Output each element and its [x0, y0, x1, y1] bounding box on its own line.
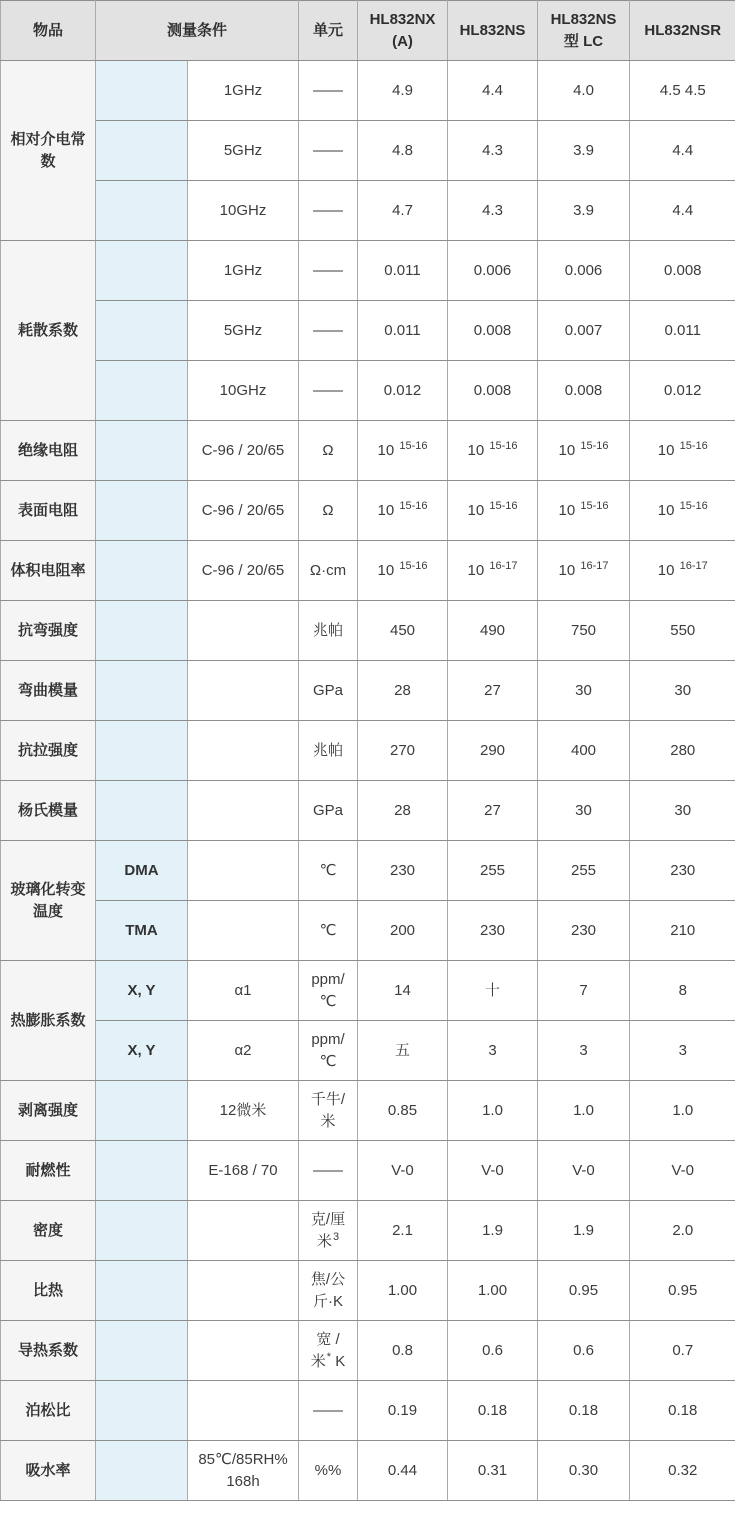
cell-value: 0.006 — [448, 241, 538, 301]
cell-text: 10 — [377, 501, 399, 519]
cell-blue: X, Y — [96, 961, 188, 1021]
cell-unit: —— — [299, 241, 358, 301]
cell-text: 10 — [558, 561, 580, 579]
cell-value: 0.011 — [358, 241, 448, 301]
cell-value: 400 — [538, 721, 630, 781]
table-row — [1, 721, 735, 781]
cell-value: 0.6 — [448, 1321, 538, 1381]
cell-label: 泊松比 — [1, 1381, 96, 1441]
cell-cond: C-96 / 20/65 — [188, 481, 299, 541]
column-header: HL832NS 型 LC — [538, 1, 630, 61]
table-row — [1, 61, 735, 121]
cell-cond: α1 — [188, 961, 299, 1021]
cell-unit: GPa — [299, 781, 358, 841]
cell-unit — [299, 1021, 358, 1081]
cell-value: 30 — [630, 781, 735, 841]
cell-text: 10 — [558, 441, 580, 459]
superscript-text: 15-16 — [399, 439, 428, 452]
cell-value — [538, 541, 630, 601]
cell-value — [358, 541, 448, 601]
cell-value: 7 — [538, 961, 630, 1021]
cell-value: 4.3 — [448, 181, 538, 241]
cell-value: 3.9 — [538, 121, 630, 181]
cell-value: 28 — [358, 781, 448, 841]
cell-value: 4.4 — [630, 121, 735, 181]
cell-value: 1.0 — [630, 1081, 735, 1141]
cell-value: 0.7 — [630, 1321, 735, 1381]
cell-blue — [96, 541, 188, 601]
superscript-text: 15-16 — [679, 439, 708, 452]
cell-text: 168h — [226, 1472, 260, 1490]
cell-cond — [188, 1381, 299, 1441]
cell-blue — [96, 421, 188, 481]
table-row — [1, 961, 735, 1021]
column-header: 测量条件 — [96, 1, 299, 61]
cell-value: 230 — [538, 901, 630, 961]
cell-text: 克/厘 — [310, 1210, 346, 1228]
cell-value: 27 — [448, 781, 538, 841]
cell-cond — [188, 781, 299, 841]
cell-label: 比热 — [1, 1261, 96, 1321]
column-header: HL832NSR — [630, 1, 735, 61]
cell-value: 230 — [358, 841, 448, 901]
cell-text: 米 — [316, 1232, 332, 1250]
cell-blue — [96, 181, 188, 241]
cell-blue — [96, 601, 188, 661]
cell-value: V-0 — [448, 1141, 538, 1201]
table-row — [1, 1321, 735, 1381]
cell-value: V-0 — [630, 1141, 735, 1201]
cell-blue — [96, 1201, 188, 1261]
cell-label: 相对介电常数 — [1, 61, 96, 241]
cell-value: 4.9 — [358, 61, 448, 121]
cell-blue — [96, 1381, 188, 1441]
cell-blue: DMA — [96, 841, 188, 901]
cell-value — [358, 421, 448, 481]
cell-unit — [299, 1081, 358, 1141]
cell-unit: GPa — [299, 661, 358, 721]
cell-text: K — [331, 1352, 346, 1370]
superscript-text: 15-16 — [679, 499, 708, 512]
cell-value: 0.012 — [358, 361, 448, 421]
cell-value: 1.0 — [538, 1081, 630, 1141]
cell-value: 2.1 — [358, 1201, 448, 1261]
cell-cond — [188, 1321, 299, 1381]
cell-value: V-0 — [538, 1141, 630, 1201]
cell-value: 2.0 — [630, 1201, 735, 1261]
cell-label: 剥离强度 — [1, 1081, 96, 1141]
superscript-text: * — [326, 1350, 332, 1363]
cell-text: ℃ — [319, 1052, 337, 1070]
table-row — [1, 241, 735, 301]
cell-blue — [96, 1261, 188, 1321]
cell-cond — [188, 841, 299, 901]
cell-unit — [299, 1321, 358, 1381]
cell-value: 0.30 — [538, 1441, 630, 1501]
column-header: 单元 — [299, 1, 358, 61]
cell-value: 28 — [358, 661, 448, 721]
cell-cond: 10GHz — [188, 181, 299, 241]
cell-label: 杨氏模量 — [1, 781, 96, 841]
cell-unit: Ω — [299, 421, 358, 481]
cell-label: 导热系数 — [1, 1321, 96, 1381]
cell-cond: 12微米 — [188, 1081, 299, 1141]
cell-value — [448, 421, 538, 481]
cell-label: 绝缘电阻 — [1, 421, 96, 481]
cell-label: 密度 — [1, 1201, 96, 1261]
cell-unit: —— — [299, 301, 358, 361]
cell-blue — [96, 661, 188, 721]
cell-value — [538, 421, 630, 481]
cell-value: 0.85 — [358, 1081, 448, 1141]
table-row — [1, 1381, 735, 1441]
cell-unit: —— — [299, 1141, 358, 1201]
cell-unit: Ω — [299, 481, 358, 541]
cell-value: 0.18 — [630, 1381, 735, 1441]
cell-unit: %% — [299, 1441, 358, 1501]
cell-value: 1.0 — [448, 1081, 538, 1141]
cell-unit: —— — [299, 1381, 358, 1441]
cell-text: 斤·K — [313, 1292, 344, 1310]
cell-value: 4.4 — [448, 61, 538, 121]
cell-unit — [299, 1201, 358, 1261]
cell-text: 10 — [377, 561, 399, 579]
cell-unit: —— — [299, 61, 358, 121]
cell-text: 焦/公 — [310, 1270, 346, 1288]
cell-text: 85℃/85RH% — [198, 1450, 288, 1468]
cell-value: 0.008 — [630, 241, 735, 301]
cell-value: 255 — [448, 841, 538, 901]
cell-value: 270 — [358, 721, 448, 781]
cell-value: 0.8 — [358, 1321, 448, 1381]
cell-value: 0.44 — [358, 1441, 448, 1501]
cell-value: 30 — [538, 661, 630, 721]
table-row — [1, 1441, 735, 1501]
cell-blue: X, Y — [96, 1021, 188, 1081]
cell-value: 0.006 — [538, 241, 630, 301]
table-row — [1, 601, 735, 661]
cell-value: 0.007 — [538, 301, 630, 361]
table-header — [1, 1, 735, 61]
cell-text: 米 — [320, 1112, 336, 1130]
cell-value: 290 — [448, 721, 538, 781]
cell-blue — [96, 1441, 188, 1501]
cell-label: 抗拉强度 — [1, 721, 96, 781]
cell-text: 10 — [377, 441, 399, 459]
column-header: HL832NS — [448, 1, 538, 61]
cell-value: 3.9 — [538, 181, 630, 241]
cell-value: 4.0 — [538, 61, 630, 121]
superscript-text: 16-17 — [580, 559, 609, 572]
cell-text: 10 — [467, 501, 489, 519]
cell-value — [630, 541, 735, 601]
column-header: HL832NX (A) — [358, 1, 448, 61]
cell-value: 4.4 — [630, 181, 735, 241]
cell-value: 0.18 — [448, 1381, 538, 1441]
cell-blue — [96, 1081, 188, 1141]
cell-value: 4.3 — [448, 121, 538, 181]
table-row — [1, 661, 735, 721]
cell-text: 10 — [657, 561, 679, 579]
cell-value: 4.5 4.5 — [630, 61, 735, 121]
cell-cond — [188, 1441, 299, 1501]
cell-unit: —— — [299, 361, 358, 421]
cell-unit — [299, 1261, 358, 1321]
cell-unit: 兆帕 — [299, 601, 358, 661]
cell-cond — [188, 661, 299, 721]
table-row — [1, 781, 735, 841]
cell-label: 弯曲模量 — [1, 661, 96, 721]
cell-value: V-0 — [358, 1141, 448, 1201]
cell-cond — [188, 1261, 299, 1321]
cell-cond — [188, 601, 299, 661]
cell-cond: 1GHz — [188, 241, 299, 301]
cell-cond: 5GHz — [188, 301, 299, 361]
cell-value: 550 — [630, 601, 735, 661]
cell-value: 1.9 — [448, 1201, 538, 1261]
cell-value — [630, 481, 735, 541]
cell-cond — [188, 721, 299, 781]
cell-value: 30 — [538, 781, 630, 841]
cell-unit: ℃ — [299, 841, 358, 901]
cell-value: 450 — [358, 601, 448, 661]
cell-value: 0.31 — [448, 1441, 538, 1501]
cell-cond: 5GHz — [188, 121, 299, 181]
cell-blue — [96, 1141, 188, 1201]
cell-text: 10 — [657, 501, 679, 519]
table-row — [1, 1081, 735, 1141]
table-row — [1, 1201, 735, 1261]
cell-value: 230 — [448, 901, 538, 961]
cell-cond: α2 — [188, 1021, 299, 1081]
cell-text: 宽 / — [316, 1330, 340, 1348]
cell-value: 0.008 — [538, 361, 630, 421]
superscript-text: 15-16 — [580, 439, 609, 452]
cell-cond: C-96 / 20/65 — [188, 421, 299, 481]
cell-value — [538, 481, 630, 541]
cell-value — [448, 481, 538, 541]
cell-blue — [96, 241, 188, 301]
cell-value: 14 — [358, 961, 448, 1021]
superscript-text: 3 — [332, 1230, 340, 1243]
cell-text: 10 — [657, 441, 679, 459]
cell-value — [630, 421, 735, 481]
superscript-text: 15-16 — [489, 439, 518, 452]
cell-value: 230 — [630, 841, 735, 901]
cell-value: 1.00 — [448, 1261, 538, 1321]
cell-cond: 10GHz — [188, 361, 299, 421]
cell-cond: C-96 / 20/65 — [188, 541, 299, 601]
cell-value: 0.011 — [358, 301, 448, 361]
cell-blue — [96, 121, 188, 181]
cell-unit: 兆帕 — [299, 721, 358, 781]
cell-blue — [96, 301, 188, 361]
table-row — [1, 421, 735, 481]
cell-value: 8 — [630, 961, 735, 1021]
cell-text: 千牛/ — [310, 1090, 346, 1108]
cell-value: 0.012 — [630, 361, 735, 421]
cell-text: ppm/ — [311, 970, 345, 988]
cell-value: 490 — [448, 601, 538, 661]
cell-value: 五 — [358, 1021, 448, 1081]
cell-label: 耐燃性 — [1, 1141, 96, 1201]
cell-text: 米 — [310, 1352, 326, 1370]
cell-blue — [96, 781, 188, 841]
table-row — [1, 1141, 735, 1201]
cell-unit: —— — [299, 121, 358, 181]
cell-blue — [96, 721, 188, 781]
superscript-text: 15-16 — [399, 499, 428, 512]
table-row — [1, 541, 735, 601]
cell-text: 10 — [558, 501, 580, 519]
cell-label: 热膨胀系数 — [1, 961, 96, 1081]
table-body — [1, 61, 735, 1501]
cell-value: 0.008 — [448, 361, 538, 421]
cell-value: 750 — [538, 601, 630, 661]
cell-value: 1.9 — [538, 1201, 630, 1261]
cell-text: ppm/ — [311, 1030, 345, 1048]
table-row — [1, 901, 735, 961]
cell-cond: E-168 / 70 — [188, 1141, 299, 1201]
cell-value: 0.19 — [358, 1381, 448, 1441]
superscript-text: 16-17 — [679, 559, 708, 572]
cell-value: 30 — [630, 661, 735, 721]
cell-value: 0.32 — [630, 1441, 735, 1501]
cell-value: 0.95 — [630, 1261, 735, 1321]
cell-value: 0.011 — [630, 301, 735, 361]
cell-blue — [96, 361, 188, 421]
cell-value: 3 — [448, 1021, 538, 1081]
cell-blue — [96, 61, 188, 121]
table-row — [1, 841, 735, 901]
cell-label: 吸水率 — [1, 1441, 96, 1501]
cell-label: 抗弯强度 — [1, 601, 96, 661]
table-row — [1, 181, 735, 241]
cell-value — [448, 541, 538, 601]
cell-value: 十 — [448, 961, 538, 1021]
cell-value: 3 — [538, 1021, 630, 1081]
superscript-text: 15-16 — [399, 559, 428, 572]
cell-blue: TMA — [96, 901, 188, 961]
cell-value: 0.95 — [538, 1261, 630, 1321]
cell-label: 体积电阻率 — [1, 541, 96, 601]
table-row — [1, 301, 735, 361]
cell-value: 0.008 — [448, 301, 538, 361]
superscript-text: 16-17 — [489, 559, 518, 572]
table-row — [1, 121, 735, 181]
table-row — [1, 1261, 735, 1321]
cell-blue — [96, 1321, 188, 1381]
cell-value: 4.8 — [358, 121, 448, 181]
cell-value: 280 — [630, 721, 735, 781]
cell-text: 10 — [467, 561, 489, 579]
table-row — [1, 1021, 735, 1081]
cell-cond — [188, 1201, 299, 1261]
cell-cond — [188, 901, 299, 961]
superscript-text: 15-16 — [580, 499, 609, 512]
cell-value — [358, 481, 448, 541]
table-row — [1, 481, 735, 541]
cell-value: 200 — [358, 901, 448, 961]
cell-text: ℃ — [319, 992, 337, 1010]
cell-value: 1.00 — [358, 1261, 448, 1321]
cell-value: 4.7 — [358, 181, 448, 241]
cell-unit: ℃ — [299, 901, 358, 961]
cell-unit — [299, 961, 358, 1021]
cell-cond: 1GHz — [188, 61, 299, 121]
cell-unit: Ω·cm — [299, 541, 358, 601]
cell-blue — [96, 481, 188, 541]
cell-unit: —— — [299, 181, 358, 241]
cell-text: 10 — [467, 441, 489, 459]
cell-label: 表面电阻 — [1, 481, 96, 541]
cell-value: 27 — [448, 661, 538, 721]
cell-label: 耗散系数 — [1, 241, 96, 421]
header-row — [1, 1, 735, 61]
table-row — [1, 361, 735, 421]
cell-value: 3 — [630, 1021, 735, 1081]
column-header: 物品 — [1, 1, 96, 61]
superscript-text: 15-16 — [489, 499, 518, 512]
cell-label: 玻璃化转变温度 — [1, 841, 96, 961]
cell-value: 0.6 — [538, 1321, 630, 1381]
cell-value: 255 — [538, 841, 630, 901]
cell-value: 210 — [630, 901, 735, 961]
cell-value: 0.18 — [538, 1381, 630, 1441]
